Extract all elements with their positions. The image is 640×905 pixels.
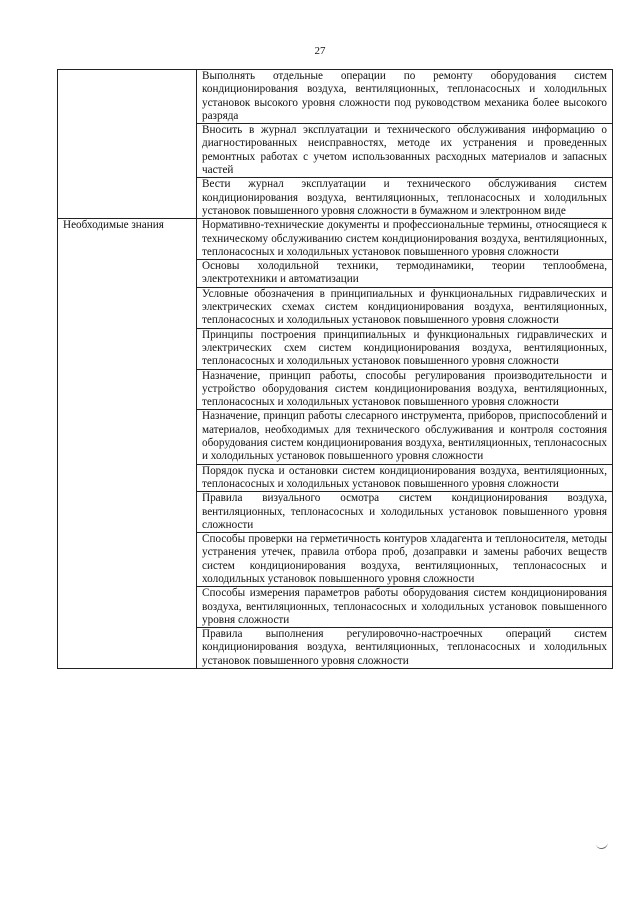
row-label-cell bbox=[58, 70, 197, 219]
knowledge-cell: Способы проверки на герметичность контуров хладагента и теплоносителя, методы устранения утечек, правила отбора проб, дозаправки и замены рабочих веществ систем кондиционирования воздуха, вентиляционных, теплонасосных и холодильных установок повышенного уровня сложности bbox=[197, 533, 613, 587]
row-label-cell: Необходимые знания bbox=[58, 219, 197, 669]
knowledge-cell: Правила выполнения регулировочно-настроечных операций систем кондиционирования воздуха, вентиляционных, теплонасосных и холодильных установок повышенного уровня сложности bbox=[197, 628, 613, 669]
table-row bbox=[58, 219, 613, 260]
knowledge-cell: Порядок пуска и остановки систем кондиционирования воздуха, вентиляционных, теплонасосных и холодильных установок повышенного уровня сложности bbox=[197, 464, 613, 492]
knowledge-cell: Основы холодильной техники, термодинамики, теории теплообмена, электротехники и автоматизации bbox=[197, 260, 613, 288]
knowledge-cell: Нормативно-технические документы и профессиональные термины, относящиеся к техническому обслуживанию систем кондиционирования воздуха, вентиляционных, теплонасосных и холодильных установок повышенного уровня сложности bbox=[197, 219, 613, 260]
requirement-cell: Вносить в журнал эксплуатации и технического обслуживания информацию о диагностированных неисправностях, методе их устранения и проведенных ремонтных работах с учетом использованных расходных материалов и запасных частей bbox=[197, 124, 613, 178]
scan-mark bbox=[596, 841, 609, 850]
requirement-cell: Выполнять отдельные операции по ремонту оборудования систем кондиционирования воздуха, вентиляционных, теплонасосных и холодильных установок высокого уровня сложности под руководством механика более высокого разряда bbox=[197, 70, 613, 124]
knowledge-cell: Правила визуального осмотра систем кондиционирования воздуха, вентиляционных, теплонасосных и холодильных установок повышенного уровня сложности bbox=[197, 492, 613, 533]
requirement-cell: Вести журнал эксплуатации и технического обслуживания систем кондиционирования воздуха, вентиляционных, теплонасосных и холодильных установок повышенного уровня сложности в бумажном и электронном виде bbox=[197, 178, 613, 219]
knowledge-cell: Назначение, принцип работы, способы регулирования производительности и устройство оборудования систем кондиционирования воздуха, вентиляционных, теплонасосных и холодильных установок повышенного уровня сложности bbox=[197, 369, 613, 410]
knowledge-cell: Условные обозначения в принципиальных и функциональных гидравлических и электрических схемах систем кондиционирования воздуха, вентиляционных, теплонасосных и холодильных установок повышенного уровня сложности bbox=[197, 287, 613, 328]
requirements-table bbox=[57, 69, 613, 669]
knowledge-cell: Назначение, принцип работы слесарного инструмента, приборов, приспособлений и материалов, необходимых для технического обслуживания и контроля состояния оборудования систем кондиционирования воздуха, вентиляционных, теплонасосных и холодильных установок повышенного уровня сложности bbox=[197, 410, 613, 464]
knowledge-cell: Способы измерения параметров работы оборудования систем кондиционирования воздуха, вентиляционных, теплонасосных и холодильных установок повышенного уровня сложности bbox=[197, 587, 613, 628]
page-number: 27 bbox=[314, 45, 326, 57]
knowledge-cell: Принципы построения принципиальных и функциональных гидравлических и электрических схем систем кондиционирования воздуха, вентиляционных, теплонасосных и холодильных установок повышенного уровня сложности bbox=[197, 328, 613, 369]
table-row bbox=[58, 70, 613, 124]
